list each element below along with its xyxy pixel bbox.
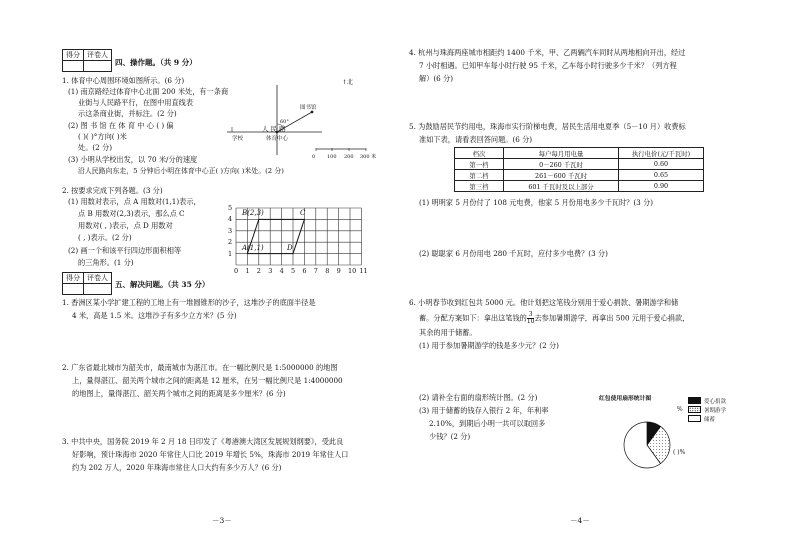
q2-p2b: 的三角形。(1 分): [78, 258, 134, 267]
legend-swatch-study: [688, 406, 701, 413]
q6-sub3b: 2.10%，到期后小明一共可以取回多: [429, 419, 546, 428]
q1-p2b: ( )( )°方向( )米: [78, 132, 127, 141]
grid-x-tick: 3: [268, 267, 273, 275]
q2-p1c: 用数对( , )表示，点 D 用数对: [78, 221, 173, 230]
q6-sub3c: 少钱？(2 分): [429, 432, 471, 441]
grid-x-tick: 6: [302, 267, 307, 275]
grid-y-tick: 2: [228, 238, 233, 247]
point-d-label: D: [287, 244, 293, 252]
section-4-title: 四、操作题。（共 9 分）: [115, 58, 197, 67]
grid-x-tick: 11: [359, 267, 368, 275]
q2-p2a: (2) 画一个和该平行四边形面积相等: [68, 246, 182, 255]
legend-label-donation: 爱心捐款: [704, 398, 727, 405]
score-label: 得分: [63, 273, 84, 284]
q5-sub1: (1) 明明家 5 月份付了 108 元电费，他家 5 月份用电多少千瓦时？(3 分): [419, 198, 654, 207]
legend-item-saving: [688, 414, 726, 423]
electricity-price-table: [454, 147, 704, 192]
cell: 261－600 千瓦时: [504, 170, 619, 181]
point-c-label: C: [300, 209, 306, 217]
q4-line3: 解）(6 分): [419, 74, 454, 83]
q5-intro-2: 准如下表，请看表回答问题。(6 分): [419, 135, 533, 144]
pie-chart-title: 红包使用扇形统计图: [599, 396, 652, 402]
q2-p1b: 点 B 用数对(2,3)表示，那么点 C: [78, 209, 185, 218]
grid-y-tick: 3: [228, 226, 233, 235]
q1-p3b: 沿人民路向东走，5 分钟后小明在体育中心正( )方向( )米处。(2 分): [78, 167, 284, 175]
grader-label: 评卷人: [84, 273, 112, 284]
grader-cell[interactable]: [84, 61, 112, 72]
q5-2-line3: 的地图上，量得湛江、韶关两个城市之间的距离是多少厘米？(6 分): [72, 389, 286, 398]
q6-line2: [419, 312, 689, 325]
legend-swatch-saving: [688, 415, 701, 422]
q1-title: 1. 体育中心周围环境如图所示。(6 分): [62, 76, 185, 85]
score-box-4: [62, 49, 112, 72]
q1-p2c: 处。(2 分): [78, 143, 113, 152]
sports-center-label: 体育中心: [266, 136, 289, 142]
page-number-3: －3－: [212, 516, 232, 525]
angle-label: 60°: [280, 119, 289, 125]
th-price: 执行电价(元/千瓦时): [619, 148, 704, 159]
q5-3-line2: 好影响，预计珠海市 2020 年常住人口比 2019 年增长 5%，珠海市 2019 年常住人口: [72, 450, 349, 459]
scale-100: 100: [327, 154, 337, 160]
coordinate-grid: [226, 187, 381, 273]
cell: 第二档: [455, 170, 504, 181]
q1-p1b: 业街与人民路平行，在图中用直线表: [78, 98, 194, 107]
pct-label-top: %: [677, 406, 683, 413]
grid-y-tick: 1: [228, 249, 233, 258]
section-5-title: 五、解决问题。（共 35 分）: [115, 280, 210, 289]
q5-3-line3: 约为 202 万人，2020 年珠海市常住人口大约有多少万人？(6 分): [72, 463, 282, 472]
pie-chart: [622, 403, 678, 479]
scale-0: 0: [312, 154, 316, 160]
scale-200: 200: [344, 154, 354, 160]
q5-1-line1: 1. 香洲区某小学扩建工程的工地上有一堆圆锥形的沙子，这堆沙子的底面半径是: [62, 298, 316, 307]
cell: 0－260 千瓦时: [504, 159, 619, 170]
cell: 第一档: [455, 159, 504, 170]
grid-x-tick: 2: [256, 267, 261, 275]
q1-p3a: (3) 小明从学校出发，以 70 米/分的速度: [68, 155, 198, 164]
fraction-3-10: $\frac{3}{10}$: [526, 311, 535, 325]
score-box-5: [62, 272, 112, 295]
score-label: 得分: [63, 50, 84, 61]
page-4: [397, 0, 794, 552]
grid-x-tick: 5: [291, 267, 296, 275]
grid-x-tick: 0: [234, 267, 239, 275]
scale-300: 300 米: [360, 154, 377, 160]
q6-line1: 6. 小明春节收到红包共 5000 元。他计划把这笔钱分别用于爱心捐款、暑期游学和储: [409, 298, 679, 307]
north-arrow: ↑北: [342, 79, 354, 86]
grid-y-tick: 4: [228, 215, 233, 224]
q6-line3: 其余的用于储蓄。: [419, 328, 477, 337]
cell: 0.60: [619, 159, 704, 170]
q5-2-line2: 上，量得湛江、韶关两个城市之间的距离是 12 厘米，在另一幅比例尺是 1:4000000: [72, 376, 343, 385]
q4-line1: 4. 杭州与珠海两座城市相距约 1400 千米，甲、乙两辆汽车同时从两地相向开出，经过: [409, 48, 686, 57]
legend-label-saving: 储蓄: [704, 416, 716, 423]
th-tier: 档次: [455, 148, 504, 159]
th-usage: 每户每月用电量: [504, 148, 619, 159]
grid-x-tick: 9: [336, 267, 341, 275]
grid-x-tick: 8: [325, 267, 330, 275]
q6-line2b: 去参加暑期游学，再拿出 500 元用于爱心捐款，: [534, 313, 690, 323]
school-label: 学校: [232, 136, 244, 142]
q4-line2: 7 小时相遇。已知甲车每小时行驶 95 千米，乙车每小时行驶多少千米？（列方程: [419, 61, 677, 70]
legend-label-study: 暑期游学: [704, 407, 727, 414]
point-b-label: B(2,3): [242, 209, 264, 217]
q6-sub3a: (3) 用于储蓄的钱存入银行 2 年，年利率: [419, 406, 549, 415]
q5-3-line1: 3. 中共中央，国务院 2019 年 2 月 18 日印发了《粤港澳大湾区发展规划纲要》，受此良: [62, 437, 344, 446]
q5-intro-1: 5. 为鼓励居民节约用电，珠海市实行阶梯电费，居民生活用电夏季（5－10 月）收费标: [409, 122, 686, 131]
q5-sub2: (2) 聪聪家 6 月份用电 280 千瓦时，应付多少电费？(3 分): [419, 249, 608, 258]
point-a-label: A(1,1): [242, 244, 264, 252]
grid-x-tick: 4: [279, 267, 284, 275]
grid-x-tick: 1: [245, 267, 250, 275]
q2-p1a: (1) 用数对表示，点 A 用数对(1,1)表示，: [68, 197, 201, 206]
legend-item-donation: [688, 396, 726, 405]
q2-title: 2. 按要求完成下列各题。(3 分): [62, 186, 163, 195]
q6-sub2: (2) 请补全右面的扇形统计图。(2 分): [419, 393, 538, 402]
cell: 0.65: [619, 170, 704, 181]
q1-p2a: (2) 图 书 馆 在 体 育 中 心 ( ) 偏: [68, 121, 174, 130]
q1-p1c: 示这条商业街，并标注。(2 分): [78, 109, 177, 118]
grader-cell[interactable]: [84, 284, 112, 295]
cell: 第三档: [455, 181, 504, 192]
table-row: [455, 159, 704, 170]
score-cell[interactable]: [63, 61, 84, 72]
cell: 0.90: [619, 181, 704, 192]
library-label: 图书馆: [300, 105, 317, 111]
q1-p1a: (1) 南京路经过体育中心北面 200 米处，有一条商: [68, 87, 229, 96]
grader-label: 评卷人: [84, 50, 112, 61]
pie-legend: [688, 396, 726, 423]
q6-line2a: 蓄。分配方案如下：拿出这笔钱的: [419, 313, 527, 323]
people-road-label: 人 民 路: [262, 125, 286, 133]
table-row: [455, 181, 704, 192]
grid-y-tick: 5: [228, 204, 233, 212]
cell: 601 千瓦时及以上部分: [504, 181, 619, 192]
legend-swatch-donation: [688, 397, 701, 404]
q5-2-line1: 2. 广东省最北城市为韶关市，最南城市为湛江市。在一幅比例尺是 1:5000000 的地图: [62, 363, 338, 372]
grid-x-tick: 10: [348, 267, 357, 275]
page-number-4: －4－: [570, 516, 590, 525]
table-row: [455, 170, 704, 181]
q5-1-line2: 4 米，高是 1.5 米。这堆沙子有多少立方米？(5 分): [72, 311, 237, 320]
grid-x-tick: 7: [313, 267, 318, 275]
q6-sub1: (1) 用于参加暑期游学的钱是多少元？(2 分): [419, 341, 559, 350]
q2-p1d: ( , )表示。(2 分): [78, 233, 132, 242]
legend-item-study: [688, 405, 726, 414]
score-cell[interactable]: [63, 284, 84, 295]
pct-label-right: ( )%: [673, 449, 686, 456]
